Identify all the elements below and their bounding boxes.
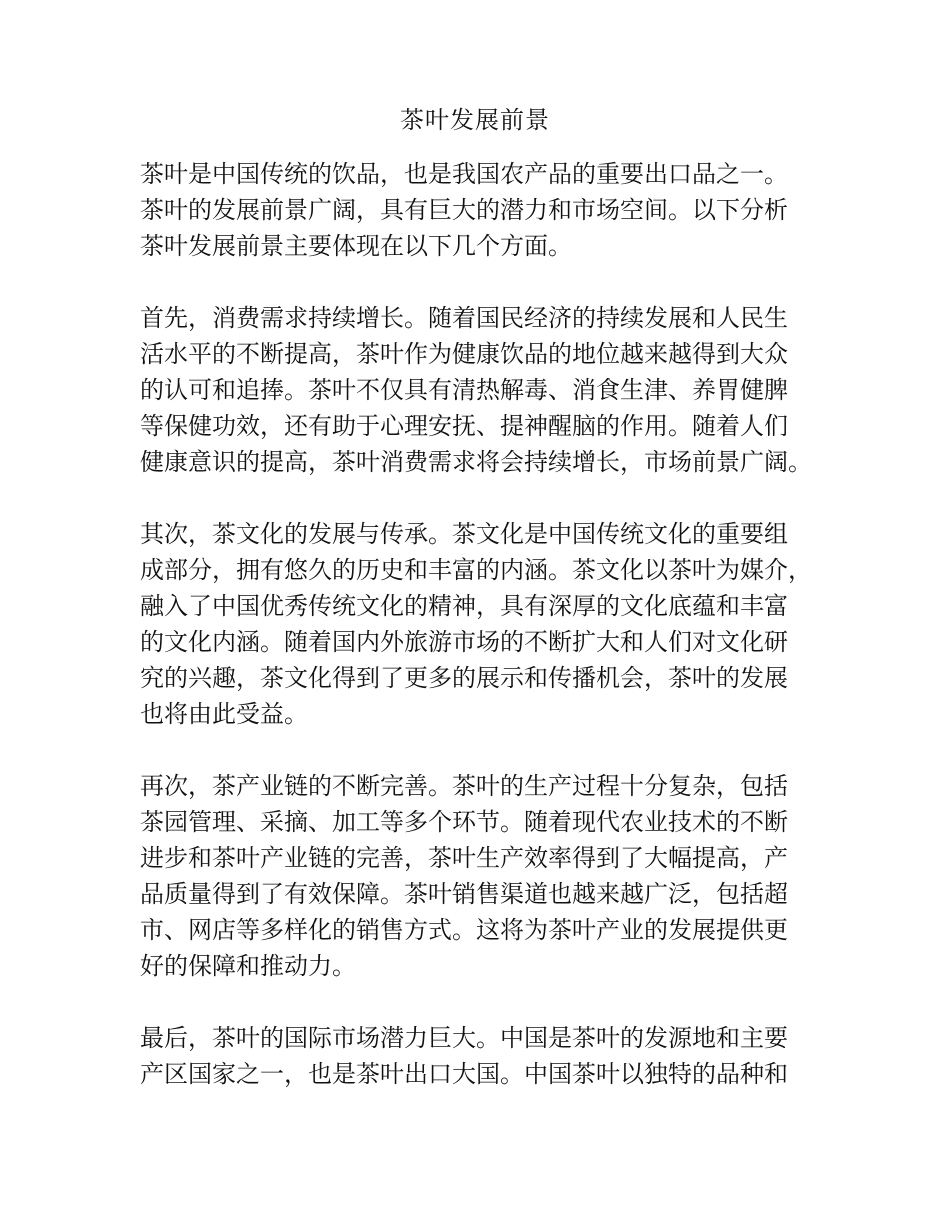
text-line: 等保健功效，还有助于心理安抚、提神醒脑的作用。随着人们 — [140, 412, 788, 440]
text-line: 也将由此受益。 — [140, 700, 308, 728]
paragraph-third — [140, 768, 820, 984]
paragraph-intro — [140, 156, 820, 264]
text-line: 最后，茶叶的国际市场潜力巨大。中国是茶叶的发源地和主要 — [140, 1024, 788, 1052]
text-line: 好的保障和推动力。 — [140, 952, 356, 980]
paragraph-first — [140, 300, 820, 480]
text-line: 的认可和追捧。茶叶不仅具有清热解毒、消食生津、养胃健脾 — [140, 376, 788, 404]
text-line: 的文化内涵。随着国内外旅游市场的不断扩大和人们对文化研 — [140, 628, 788, 656]
text-line: 茶叶是中国传统的饮品，也是我国农产品的重要出口品之一。 — [140, 160, 788, 188]
text-line: 融入了中国优秀传统文化的精神，具有深厚的文化底蕴和丰富 — [140, 592, 788, 620]
text-line: 产区国家之一，也是茶叶出口大国。中国茶叶以独特的品种和 — [140, 1060, 788, 1088]
document-body — [140, 156, 820, 1128]
text-line: 茶叶发展前景主要体现在以下几个方面。 — [140, 232, 572, 260]
text-line: 首先，消费需求持续增长。随着国民经济的持续发展和人民生 — [140, 304, 788, 332]
paragraph-fourth — [140, 1020, 820, 1092]
paragraph-second — [140, 516, 820, 732]
text-line: 活水平的不断提高，茶叶作为健康饮品的地位越来越得到大众 — [140, 340, 788, 368]
text-line: 成部分，拥有悠久的历史和丰富的内涵。茶文化以茶叶为媒介， — [140, 556, 812, 584]
text-line: 究的兴趣，茶文化得到了更多的展示和传播机会，茶叶的发展 — [140, 664, 788, 692]
text-line: 品质量得到了有效保障。茶叶销售渠道也越来越广泛，包括超 — [140, 880, 788, 908]
text-line: 进步和茶叶产业链的完善，茶叶生产效率得到了大幅提高，产 — [140, 844, 788, 872]
text-line: 市、网店等多样化的销售方式。这将为茶叶产业的发展提供更 — [140, 916, 788, 944]
document-title: 茶叶发展前景 — [400, 106, 550, 134]
text-line: 茶叶的发展前景广阔，具有巨大的潜力和市场空间。以下分析 — [140, 196, 788, 224]
text-line: 再次，茶产业链的不断完善。茶叶的生产过程十分复杂，包括 — [140, 772, 788, 800]
text-line: 其次，茶文化的发展与传承。茶文化是中国传统文化的重要组 — [140, 520, 788, 548]
text-line: 茶园管理、采摘、加工等多个环节。随着现代农业技术的不断 — [140, 808, 788, 836]
text-line: 健康意识的提高，茶叶消费需求将会持续增长，市场前景广阔。 — [140, 448, 812, 476]
